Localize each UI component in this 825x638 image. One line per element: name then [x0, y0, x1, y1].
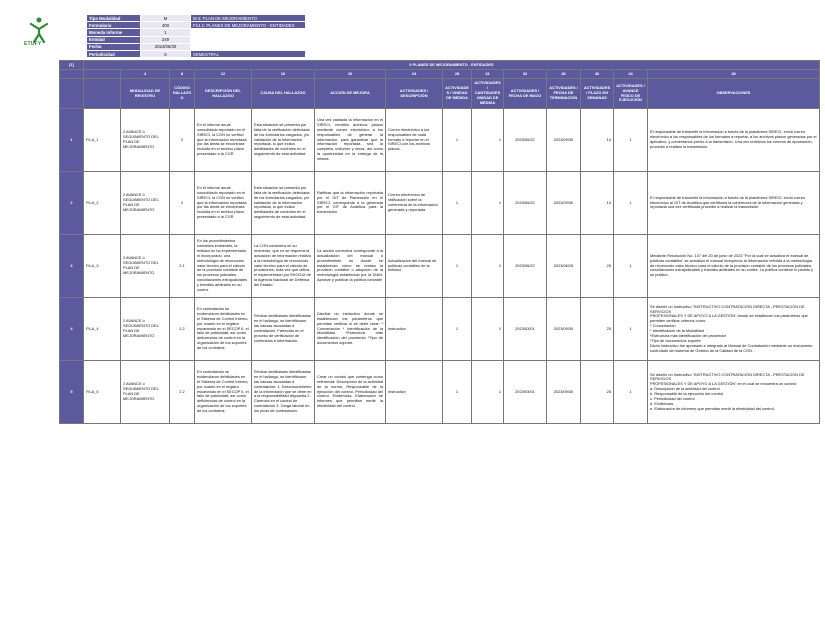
meta-value: M [141, 15, 191, 22]
actividad-cell: Correo electrónico de ratificación sobre la coherencia de la información generada y reportada [386, 172, 443, 235]
column-number: 48 [648, 70, 820, 79]
cantidad-cell: 1 [472, 298, 504, 361]
row-index: 5 [60, 361, 84, 424]
column-header: OBSERVACIONES [648, 79, 820, 109]
column-header: ACTIVIDADES / FECHA DE TERMINACIÓN [547, 79, 581, 109]
fecha-fin-cell: 2023/06/25 [547, 235, 581, 298]
row-label: FILA_2 [84, 172, 121, 235]
plazo-cell: 25 [581, 298, 614, 361]
accion-cell: Ratificar que la información reportada por el GIT de Planeación en el SIRECI, corresponde a la generada por el GIT de Analítica para la transmisión. [315, 172, 386, 235]
meta-description: F14.1: PLANES DE MEJORAMIENTO - ENTIDADES [191, 22, 306, 29]
meta-value: 400 [141, 22, 191, 29]
observaciones-cell: Se diseñó un Instructivo "INSTRUCTIVO CONTRATACIÓN DIRECTA - PRESTACIÓN DE SERVICIOS PROFESIONALES Y DE APOYO A LA GESTIÓN" en el cual se encuentra un control: a. Descripción de la actividad del control b. Responsable de la ejecución del control c. Periodicidad del control d. Evidencias e. Elaboración de informes que permitan medir la efectividad del control. [648, 361, 820, 424]
column-number: 44 [614, 70, 648, 79]
fecha-inicio-cell: 2023/03/01 [504, 298, 547, 361]
band-title: 0 PLANES DE MEJORAMIENTO - ENTIDADES [84, 61, 820, 70]
meta-row [87, 22, 306, 29]
unidad-cell: 1 [443, 172, 472, 235]
fecha-fin-cell: 2023/09/30 [547, 298, 581, 361]
meta-label: Periodicidad [87, 50, 141, 57]
meta-label: Fecha [87, 43, 141, 50]
modalidad-cell: 2 AVANCE ó SEGUIMIENTO DEL PLAN DE MEJORAMIENTO [121, 235, 170, 298]
column-header: MODALIDAD DE REGISTRO [121, 79, 170, 109]
actividad-cell: Instructivo [386, 298, 443, 361]
column-header: CAUSA DEL HALLAZGO [252, 79, 315, 109]
descripcion-cell: En contratación se evidenciaron debilidades en el Sistema de Control Interno, por cuanto en el registro escaneado en el SECOP II, el fallo de publicidad, así como deficiencias de control en la organización de los soportes de los contratos. [195, 298, 252, 361]
cantidad-cell: 1 [472, 109, 504, 172]
column-header: ACCIÓN DE MEJORA [315, 79, 386, 109]
plazo-cell: 14 [581, 109, 614, 172]
column-header: ACTIVIDADES / FECHA DE INICIO [504, 79, 547, 109]
unidad-cell: 1 [443, 361, 472, 424]
meta-row [87, 36, 306, 43]
observaciones-cell: Se diseñó un Instructivo "INSTRUCTIVO CONTRATACIÓN DIRECTA - PRESTACIÓN DE SERVICIOS PROFESIONALES Y DE APOYO A LA GESTIÓN" donde se establecen los parámetros que permiten verificar criterios como: * Concertación * Identificación de la Modalidad *Estructura más identificación del proveedor *Tipo de documentos soporte Dicho instructivo fue aprobado e integrado al Manual de Contratación mediante un documento controlado del sistema de Gestión de la Calidad de la CGN. [648, 298, 820, 361]
table-row [60, 361, 820, 424]
column-header: ACTIVIDADES / CANTIDADES UNIDAD DE MEDIDA [472, 79, 504, 109]
modalidad-cell: 2 AVANCE ó SEGUIMIENTO DEL PLAN DE MEJORAMIENTO [121, 109, 170, 172]
column-header: ACTIVIDADES / AVANCE FÍSICO DE EJECUCIÓN [614, 79, 648, 109]
fecha-inicio-cell: 2023/03/01 [504, 361, 547, 424]
unidad-cell: 1 [443, 235, 472, 298]
accion-cell: Diseñar un instructivo donde se establezcan los parámetros que permitan verificar si se debe crear: * Concertación * Identificación de la Modalidad *Estructura más identificación del proveedor *Tipo de documentos soporte. [315, 298, 386, 361]
codigo-cell: 2.2 [170, 298, 195, 361]
observaciones-cell: Mediante Resolución No. 107 del 20 de junio de 2023 "Por la cual se actualiza el manual de políticas contables" se actualizó el manual incluyendo la información referida a la metodología de reconocido valor técnico para el cálculo de la provisión contable de los procesos judiciales, conciliaciones extrajudiciales y trámites arbitrales en su contra. La política contiene lo pedido y se publicó. [648, 235, 820, 298]
fecha-inicio-cell: 2023/06/22 [504, 109, 547, 172]
column-header: ACTIVIDADES / DESCRIPCIÓN [386, 79, 443, 109]
column-number: 16 [252, 70, 315, 79]
row-label: FILA_1 [84, 109, 121, 172]
column-number: 20 [315, 70, 386, 79]
plazo-cell: 25 [581, 235, 614, 298]
descripcion-cell: En el informe anual consolidado reportado en el SIRECI, la CGN no verificó que la información reportada por las áreas se encontrara incluida en el archivo plano presentado a la CGR [195, 172, 252, 235]
codigo-cell: 2 [170, 109, 195, 172]
column-number: 31 [472, 70, 504, 79]
codigo-cell: 2.1 [170, 235, 195, 298]
meta-label: Entidad [87, 36, 141, 43]
row-index: 2 [60, 172, 84, 235]
column-header: CÓDIGO HALLAZGO [170, 79, 195, 109]
meta-label: Moneda Informe [87, 29, 141, 36]
row-label: FILA_4 [84, 298, 121, 361]
improvement-plan-table [59, 60, 820, 424]
meta-description: M-3: PLAN DE MEJORAMIENTO [191, 15, 306, 22]
avance-cell: 1 [614, 298, 648, 361]
avance-cell: 1 [614, 172, 648, 235]
accion-cell: La acción correctiva corresponde a la actualización del manual o procedimiento en donde se establezcan cómo se realiza la provisión contable o adopción de la metodología establecida por la DIAN. Aprobar y publicar la política contable [315, 235, 386, 298]
plazo-cell: 14 [581, 172, 614, 235]
causa-cell: Esta situación se presenta por falta de la verificación detectada de los formularios cargados, y/o validación de la información reportada, lo que indica debilidades de controles en el seguimiento de esta actividad. [252, 109, 315, 172]
fecha-inicio-cell: 2023/06/22 [504, 172, 547, 235]
column-number: 24 [386, 70, 443, 79]
person-figure-icon [28, 17, 50, 43]
fecha-fin-cell: 2023/09/30 [547, 172, 581, 235]
column-number: 32 [504, 70, 547, 79]
accion-cell: Crear un control que contenga como referencia: Descripción de la actividad de la norma. Responsable de la ejecución del control. Periodicidad del control. Evidencias. Elaboración de informes que permitan medir la efectividad del control. [315, 361, 386, 424]
cantidad-cell: 1 [472, 235, 504, 298]
column-headers [60, 79, 820, 109]
causa-cell: Revisar debilidades identificadas en el hallazgo, se identificaron las causas asociadas a contratación: 1. Desconocimiento de la información que se debe en a la responsabilidad dispuesta 2. Carencia en el control de contratación 3. Carga laboral en los picos de contratación. [252, 361, 315, 424]
fecha-fin-cell: 2023/09/30 [547, 109, 581, 172]
codigo-cell: 2.2 [170, 361, 195, 424]
unidad-cell: 1 [443, 298, 472, 361]
column-number [84, 70, 121, 79]
accion-cell: Una vez validada la información en el SIRECI, remitirlo archivos planos mediante correo electrónico a los responsables de generar la información, para garantizar que la información reportada sea la completa, uniforme y veraz, así como la oportunidad en la entrega de la misma. [315, 109, 386, 172]
column-number: 12 [195, 70, 252, 79]
modalidad-cell: 2 AVANCE ó SEGUIMIENTO DEL PLAN DE MEJORAMIENTO [121, 172, 170, 235]
table-row [60, 172, 820, 235]
row-index: 1 [60, 109, 84, 172]
column-header [84, 79, 121, 109]
avance-cell: 1 [614, 109, 648, 172]
column-number: 4 [121, 70, 170, 79]
table-band [60, 61, 820, 70]
column-header: ACTIVIDADES / UNIDAD DE MEDIDA [443, 79, 472, 109]
meta-label: Formulario [87, 22, 141, 29]
column-header [60, 79, 84, 109]
row-label: FILA_3 [84, 235, 121, 298]
causa-cell: La CGN considera en su momento, que no se requería la actuación de información relativa a la metodología de reconocido valor técnico para el cálculo de provisiones, toda vez que utiliza el implementado por EKOGUI de la Agencia Nacional de Defensa del Estado. [252, 235, 315, 298]
meta-value: 1 [141, 29, 191, 36]
plazo-cell: 25 [581, 361, 614, 424]
actividad-cell: Actualización del manual de políticas contables de la entidad [386, 235, 443, 298]
fecha-inicio-cell: 2023/06/22 [504, 235, 547, 298]
meta-label: Tipo Modalidad [87, 15, 141, 22]
actividad-cell: Correo electrónico a los responsables de cada formato e reportar en el SIRECI con los archivos planos. [386, 109, 443, 172]
column-number: 40 [581, 70, 614, 79]
meta-value: 6 [141, 50, 191, 57]
actividad-cell: Instructivo [386, 361, 443, 424]
unidad-cell: 1 [443, 109, 472, 172]
column-number: 28 [443, 70, 472, 79]
meta-description [191, 29, 306, 36]
meta-row [87, 43, 306, 50]
cantidad-cell: 1 [472, 361, 504, 424]
column-header: DESCRIPCIÓN DEL HALLAZGO [195, 79, 252, 109]
meta-value: 249 [141, 36, 191, 43]
column-number [60, 70, 84, 79]
descripcion-cell: En los procedimientos contables existentes, la entidad no ha implementado, ni incorporado, una metodología de reconocido valor técnico para el cálculo de la provisión contable de los procesos judiciales, conciliaciones extrajudiciales y trámites arbitrales en su contra. [195, 235, 252, 298]
causa-cell: Revisar debilidades identificadas en el hallazgo, se identificaron las causas asociadas a contratación. Falencias en el proceso de verificación de contenidos e información. [252, 298, 315, 361]
meta-value: 2024/06/30 [141, 43, 191, 50]
descripcion-cell: En el informe anual consolidado reportado en el SIRECI, la CGN no verificó que la información reportada por las áreas se encontrara incluida en el archivo plano presentado a la CGR [195, 109, 252, 172]
row-index: 4 [60, 298, 84, 361]
descripcion-cell: En contratación se evidenciaron debilidades en el Sistema de Control Interno, por cuanto en el registro escaneado en el SECOP II, el fallo de publicidad, así como deficiencias de control en la organización de los soportes de los contratos. [195, 361, 252, 424]
modalidad-cell: 2 AVANCE ó SEGUIMIENTO DEL PLAN DE MEJORAMIENTO [121, 361, 170, 424]
column-number: 8 [170, 70, 195, 79]
meta-row [87, 29, 306, 36]
avance-cell: 1 [614, 361, 648, 424]
column-number: 36 [547, 70, 581, 79]
causa-cell: Esta situación se presenta por falta de la verificación detectada de los formularios cargados, y/o validación de la información reportada, lo que indica debilidades de controles en el seguimiento de esta actividad. [252, 172, 315, 235]
table-row [60, 235, 820, 298]
report-metadata [86, 14, 306, 58]
meta-description [191, 36, 306, 43]
table-row [60, 109, 820, 172]
cantidad-cell: 1 [472, 172, 504, 235]
meta-description: SEMESTRAL [191, 50, 306, 57]
column-header: ACTIVIDADES / PLAZO EN SEMANAS [581, 79, 614, 109]
observaciones-cell: El responsable de transmitir la información a través de la plataforma SIRECI, envió correo electrónico al GIT de Analítica que certificara la coherencia de la información generada y reportada una vez certificada procedió a realizar la transmisión. [648, 172, 820, 235]
modalidad-cell: 2 AVANCE ó SEGUIMIENTO DEL PLAN DE MEJORAMIENTO [121, 298, 170, 361]
fecha-fin-cell: 2023/09/30 [547, 361, 581, 424]
meta-row [87, 50, 306, 57]
row-label: FILA_5 [84, 361, 121, 424]
logo-text: ETUFY [24, 41, 42, 47]
codigo-cell: 2 [170, 172, 195, 235]
band-left-label: [1] [60, 61, 84, 70]
avance-cell: 1 [614, 235, 648, 298]
column-numbers [60, 70, 820, 79]
meta-row [87, 15, 306, 22]
meta-description [191, 43, 306, 50]
row-index: 3 [60, 235, 84, 298]
table-row [60, 298, 820, 361]
observaciones-cell: El responsable de transmitir la información a través de la plataforma SIRECI, envió correo electrónico a los responsables de los formatos a reportar, a los archivos planos generados por el aplicativo, y comentarios previo a la transmisión. Una vez recibidos los correos de aprobación, procedió a realizar la transmisión. [648, 109, 820, 172]
